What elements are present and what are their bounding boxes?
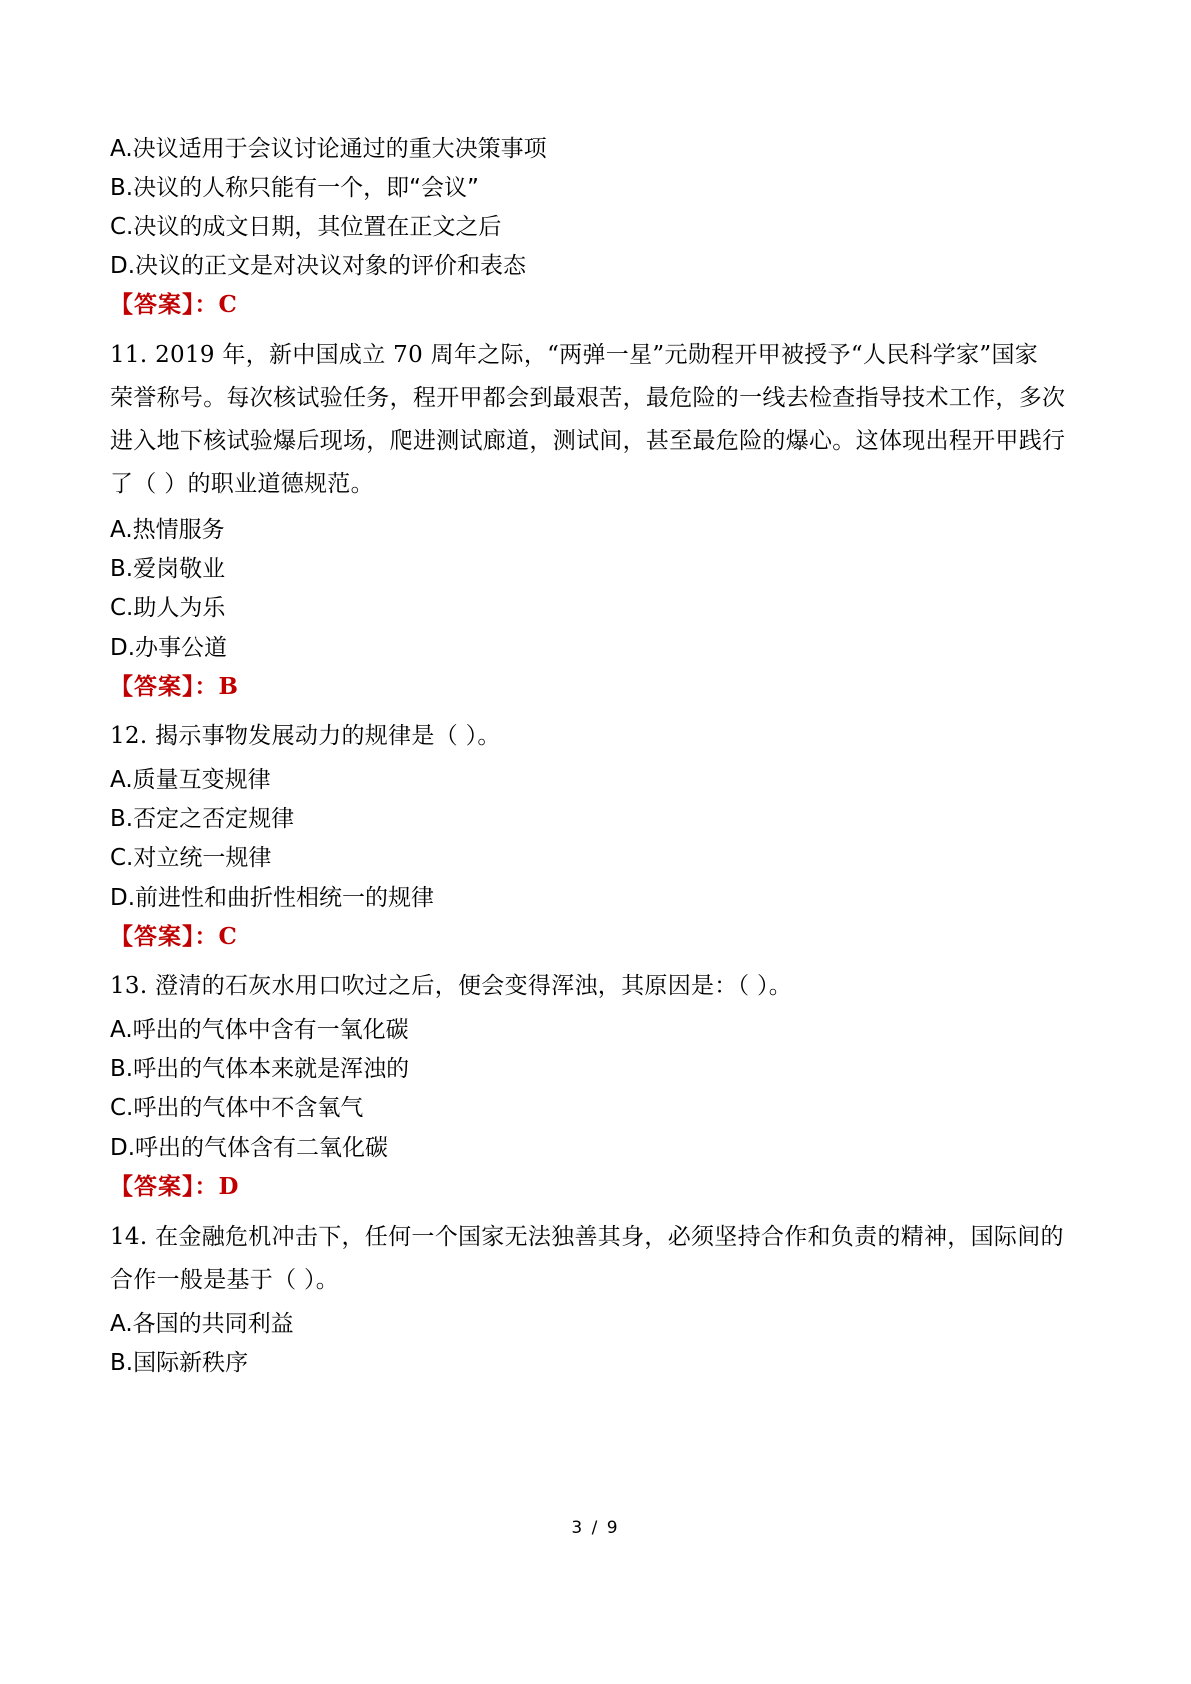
question-stem-line: 13. 澄清的石灰水用口吹过之后，便会变得浑浊，其原因是：（ ）。 [110, 973, 793, 999]
option-c: C.呼出的气体中不含氧气 [110, 1095, 364, 1121]
option-b: B.爱岗敬业 [110, 556, 226, 582]
question-stem-line: 荣誉称号。每次核试验任务，程开甲都会到最艰苦，最危险的一线去检查指导技术工作，多次 [110, 385, 1066, 411]
question-stem-line: 进入地下核试验爆后现场，爬进测试廊道，测试间，甚至最危险的爆心。这体现出程开甲践行 [110, 428, 1066, 454]
option-a: A.各国的共同利益 [110, 1311, 294, 1337]
option-c: C.助人为乐 [110, 595, 226, 621]
option-a: A.呼出的气体中含有一氧化碳 [110, 1017, 409, 1043]
answer-label: 【答案】：C [110, 291, 238, 318]
question-stem-line: 了（ ）的职业道德规范。 [110, 471, 374, 497]
option-c: C.决议的成文日期，其位置在正文之后 [110, 214, 502, 240]
option-d: D.办事公道 [110, 635, 228, 661]
answer-label: 【答案】：D [110, 1173, 240, 1200]
question-stem-line: 11. 2019 年，新中国成立 70 周年之际，“两弹一星”元勋程开甲被授予“人民科学家”国家 [110, 342, 1039, 368]
answer-label: 【答案】：C [110, 923, 238, 950]
option-b: B.决议的人称只能有一个，即“会议” [110, 175, 479, 201]
option-a: A.质量互变规律 [110, 767, 271, 793]
option-b: B.国际新秩序 [110, 1350, 249, 1376]
question-stem-line: 14. 在金融危机冲击下，任何一个国家无法独善其身，必须坚持合作和负责的精神，国际间的 [110, 1224, 1064, 1250]
option-d: D.决议的正文是对决议对象的评价和表态 [110, 253, 527, 279]
question-stem-line: 合作一般是基于（ ）。 [110, 1267, 340, 1293]
option-c: C.对立统一规律 [110, 845, 272, 871]
answer-label: 【答案】：B [110, 673, 239, 700]
option-d: D.呼出的气体含有二氧化碳 [110, 1135, 389, 1161]
question-stem-line: 12. 揭示事物发展动力的规律是（ ）。 [110, 723, 501, 749]
option-a: A.决议适用于会议讨论通过的重大决策事项 [110, 136, 547, 162]
option-b: B.呼出的气体本来就是浑浊的 [110, 1056, 410, 1082]
option-d: D.前进性和曲折性相统一的规律 [110, 885, 435, 911]
page-number: 3 / 9 [571, 1518, 620, 1538]
option-a: A.热情服务 [110, 517, 225, 543]
option-b: B.否定之否定规律 [110, 806, 295, 832]
